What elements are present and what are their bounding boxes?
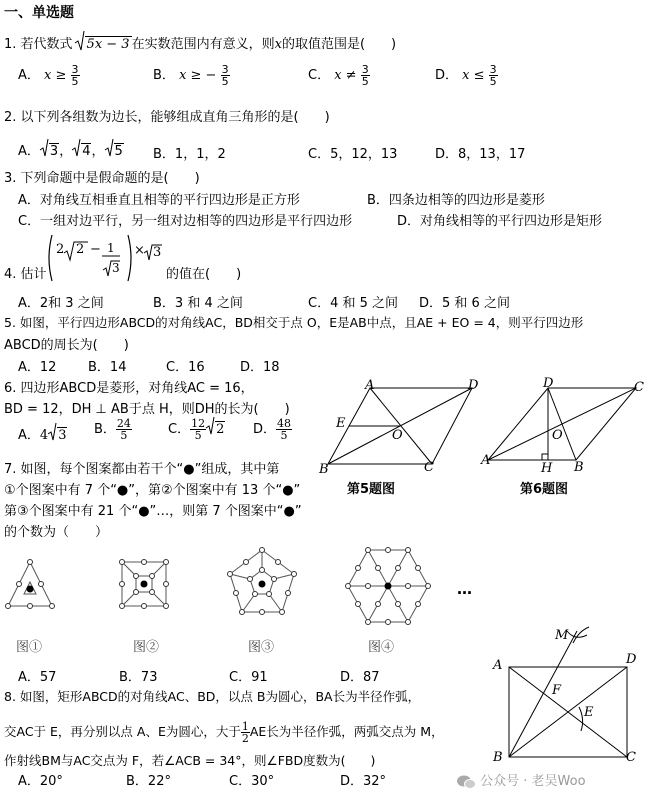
- fig8-diagram: [495, 625, 645, 765]
- q4-option-b[interactable]: B．3 和 4 之间: [153, 296, 243, 311]
- fig6-diagram: [488, 380, 648, 470]
- q1-stem: [4, 33, 396, 52]
- q1-prefix: 1. 若代数式: [4, 37, 73, 52]
- fig5-label-c: C: [424, 460, 434, 475]
- q7-figure-1: [2, 556, 62, 616]
- q4-root3: 3: [112, 261, 120, 275]
- q8-option-a[interactable]: A．20°: [18, 774, 63, 789]
- fig5-label-a: A: [365, 378, 375, 393]
- q4-option-c[interactable]: C．4 和 5 之间: [308, 296, 399, 311]
- fig5-label-o: O: [392, 428, 403, 443]
- fig6-caption: 第6题图: [520, 482, 569, 497]
- q5-line2: ABCD的周长为( ): [4, 338, 129, 353]
- q1-option-a[interactable]: A． x ≥ $\frac{3}{5}$: [18, 63, 79, 88]
- q6-line2: BD = 12，DH ⊥ AB于点 H，则DH的长为( ): [4, 402, 290, 417]
- fig8-label-f: F: [552, 683, 562, 698]
- fig6-label-c: C: [634, 380, 644, 395]
- fig5-label-d: D: [468, 378, 479, 393]
- q5-option-a[interactable]: A．12: [18, 360, 57, 375]
- q7-fig-label-1: 图①: [16, 640, 43, 655]
- q6-option-b[interactable]: B． $\frac{24}{5}$: [94, 417, 131, 442]
- q8-option-c[interactable]: C．30°: [229, 774, 275, 789]
- fig6-label-b: B: [574, 460, 584, 475]
- q1-var: x: [274, 37, 282, 52]
- q4-times: ×: [134, 243, 145, 258]
- q5-option-d[interactable]: D．18: [240, 360, 280, 375]
- q4-one: 1: [107, 241, 115, 255]
- q2-option-b[interactable]: B．1，1，2: [153, 147, 226, 162]
- q7-fig-label-2: 图②: [133, 640, 160, 655]
- fig6-label-o: O: [552, 428, 563, 443]
- q7-option-d[interactable]: D．87: [340, 670, 380, 685]
- q7-figure-2: [118, 558, 178, 618]
- q4-option-a[interactable]: A．2和 3 之间: [18, 296, 104, 311]
- q7-line3: 第③个图案中有 21 个“●”…，则第 7 个图案中“●”: [4, 504, 302, 519]
- q1-option-c[interactable]: C． x ≠ $\frac{3}{5}$: [308, 63, 369, 88]
- q7-option-c[interactable]: C．91: [229, 670, 268, 685]
- q3-option-d[interactable]: D．对角线相等的平行四边形是矩形: [397, 214, 603, 229]
- q2-stem: 2. 以下列各组数为边长，能够组成直角三角形的是( ): [4, 110, 330, 125]
- fig6-label-a: A: [481, 453, 491, 468]
- q8-option-d[interactable]: D．32°: [340, 774, 387, 789]
- q4-prefix: 4. 估计: [4, 267, 47, 282]
- fig8-arc-e: [579, 707, 583, 731]
- q8-line2: 交AC于 E，再分别以点 A、E为圆心，大于 $\frac{1}{2}$ AE长为半径作弧，两弧交点为 M，: [4, 720, 444, 745]
- q5-line1: 5. 如图，平行四边形ABCD的对角线AC，BD相交于点 O，E是AB中点，且AE + EO = 4，则平行四边形: [4, 315, 584, 330]
- q5-option-b[interactable]: B．14: [88, 360, 127, 375]
- fig8-label-d: D: [626, 652, 637, 667]
- q8-line3: 作射线BM与AC交点为 F，若∠ACB = 34°，则∠FBD度数为( ): [4, 753, 376, 768]
- q4-minus: −: [90, 242, 101, 257]
- fig6-label-d: D: [543, 376, 554, 391]
- fig6-right-angle: [542, 454, 548, 460]
- q3-option-c[interactable]: C．一组对边平行，另一组对边相等的四边形是平行四边形: [18, 214, 353, 229]
- q1-end: 的取值范围是( ): [281, 37, 397, 52]
- q3-option-a[interactable]: A．对角线互相垂直且相等的平行四边形是正方形: [18, 193, 300, 208]
- q3-option-b[interactable]: B．四条边相等的四边形是菱形: [367, 193, 545, 208]
- fig8-ray-bm: [509, 631, 577, 757]
- fig5-caption: 第5题图: [347, 482, 396, 497]
- fig5-label-b: B: [319, 462, 329, 477]
- q3-stem: 3. 下列命题中是假命题的是( ): [4, 171, 200, 186]
- fig8-label-a: A: [493, 658, 503, 673]
- q1-option-d[interactable]: D． x ≤ $\frac{3}{5}$: [435, 63, 497, 88]
- q4-root3b: 3: [153, 245, 162, 260]
- q6-option-c[interactable]: C． $\frac{12}{5}$ 2: [168, 417, 225, 442]
- q7-line4: 的个数为（ ）: [4, 525, 109, 540]
- q2-option-c[interactable]: C．5，12，13: [308, 147, 398, 162]
- q7-ellipsis: …: [457, 580, 472, 598]
- q8-option-b[interactable]: B．22°: [126, 774, 171, 789]
- q7-figure-4: [346, 548, 432, 628]
- fig8-label-m: M: [555, 628, 569, 643]
- q4-suffix: 的值在( ): [166, 267, 242, 282]
- q4-root2: 2: [76, 242, 85, 257]
- q6-option-d[interactable]: D． $\frac{48}{5}$: [253, 417, 292, 442]
- q4-expression-graphic: [46, 233, 166, 283]
- q6-option-a[interactable]: A．4 3: [18, 424, 67, 443]
- q4-two: 2: [56, 242, 65, 257]
- q7-line2: ①个图案中有 7 个“●”，第②个图案中有 13 个“●”: [4, 483, 301, 498]
- q7-fig-label-3: 图③: [248, 640, 275, 655]
- q8-line1: 8. 如图，矩形ABCD的对角线AC、BD，以点 B为圆心，BA长为半径作弧，: [4, 689, 421, 704]
- q7-option-a[interactable]: A．57: [18, 670, 57, 685]
- q1-suffix: 在实数范围内有意义，则: [131, 37, 275, 52]
- wechat-icon: [456, 775, 476, 789]
- q7-figure-3: [226, 546, 300, 620]
- watermark: [456, 770, 586, 789]
- q1-sqrt: [75, 37, 132, 52]
- fig5-label-e: E: [336, 416, 346, 431]
- fig6-diagonal-bd: [548, 388, 576, 460]
- q4-option-d[interactable]: D．5 和 6 之间: [419, 296, 510, 311]
- q6-line1: 6. 四边形ABCD是菱形，对角线AC = 16，: [4, 381, 254, 396]
- fig8-label-c: C: [626, 750, 636, 765]
- q1-option-b[interactable]: B． x ≥ − $\frac{3}{5}$: [153, 63, 229, 88]
- fig6-label-h: H: [541, 461, 553, 476]
- q7-option-b[interactable]: B．73: [119, 670, 158, 685]
- fig8-label-e: E: [584, 705, 594, 720]
- q5-option-c[interactable]: C．16: [166, 360, 205, 375]
- watermark-text: 公众号 · 老吴Woo: [480, 774, 586, 789]
- fig8-label-b: B: [493, 750, 503, 765]
- q2-option-d[interactable]: D．8，13，17: [435, 147, 526, 162]
- section-title: 一、单选题: [4, 5, 74, 21]
- q2-option-a[interactable]: A． 3， 4， 5: [18, 140, 124, 159]
- q7-line1: 7. 如图，每个图案都由若干个“●”组成，其中第: [4, 462, 280, 477]
- q7-fig-label-4: 图④: [368, 640, 395, 655]
- q1-radicand: 5x − 3: [86, 37, 130, 52]
- q4-expression: [46, 233, 166, 283]
